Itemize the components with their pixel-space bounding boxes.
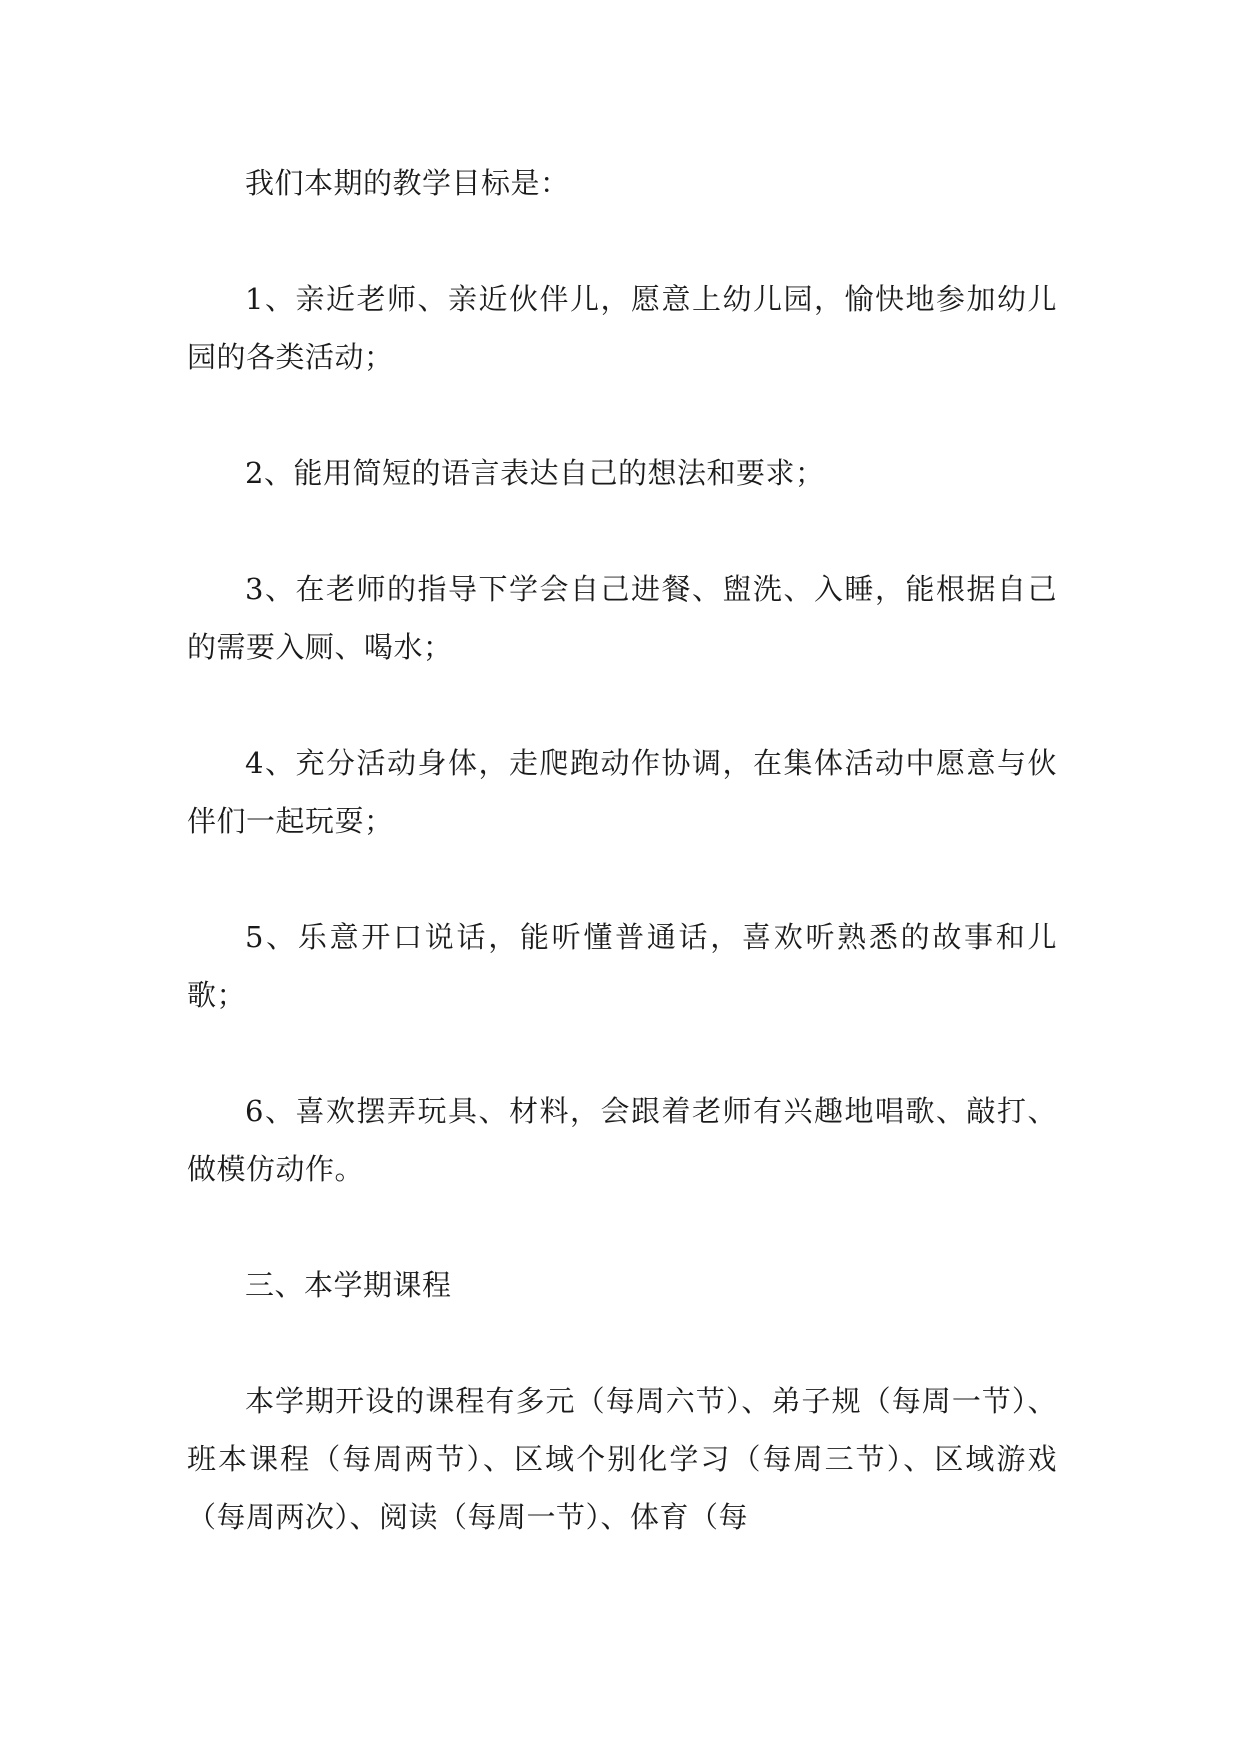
paragraph-gap: [187, 502, 1057, 560]
goal-6-paragraph: 6、喜欢摆弄玩具、材料，会跟着老师有兴趣地唱歌、敲打、做模仿动作。: [187, 1094, 1057, 1186]
goals-intro-paragraph: 我们本期的教学目标是：: [245, 166, 570, 200]
goal-3-paragraph: 3、在老师的指导下学会自己进餐、盥洗、入睡，能根据自己的需要入厕、喝水；: [187, 572, 1057, 664]
paragraph-gap: [187, 850, 1057, 908]
paragraph-gap: [187, 386, 1057, 444]
goal-5-paragraph: 5、乐意开口说话，能听懂普通话，喜欢听熟悉的故事和儿歌；: [187, 920, 1057, 1012]
paragraph-gap: [187, 676, 1057, 734]
goal-1-paragraph: 1、亲近老师、亲近伙伴儿，愿意上幼儿园，愉快地参加幼儿园的各类活动；: [187, 282, 1057, 374]
curriculum-paragraph: 本学期开设的课程有多元（每周六节）、弟子规（每周一节）、班本课程（每周两节）、区域个别化学习（每周三节）、区域游戏（每周两次）、阅读（每周一节）、体育（每: [187, 1384, 1057, 1534]
section-heading: 三、本学期课程: [245, 1268, 452, 1302]
paragraph-gap: [187, 212, 1057, 270]
goal-4-paragraph: 4、充分活动身体，走爬跑动作协调，在集体活动中愿意与伙伴们一起玩耍；: [187, 746, 1057, 838]
goal-2-paragraph: 2、能用简短的语言表达自己的想法和要求；: [245, 456, 825, 490]
paragraph-gap: [187, 1198, 1057, 1256]
paragraph-gap: [187, 1024, 1057, 1082]
document-page: [187, 154, 1057, 1546]
paragraph-gap: [187, 1314, 1057, 1372]
